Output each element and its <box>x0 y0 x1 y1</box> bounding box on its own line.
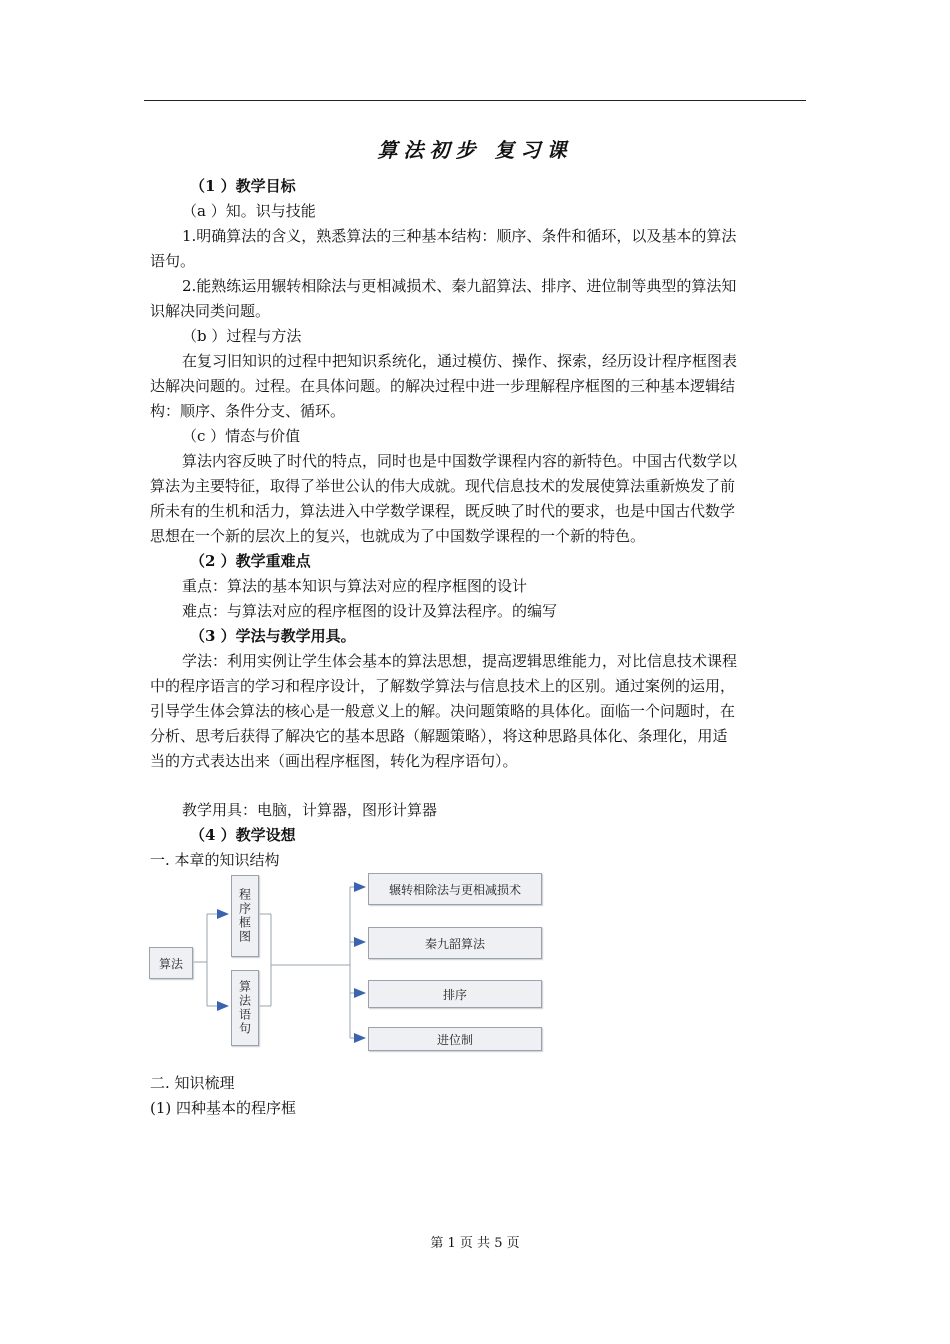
paragraph-line: 当的方式表达出来（画出程序框图，转化为程序语句）。 <box>150 752 518 770</box>
paragraph-line: 2.能熟练运用辗转相除法与更相减损术、秦九韶算法、排序、进位制等典型的算法知 <box>182 277 737 295</box>
page-title: 算法初步 复习课 <box>377 138 573 162</box>
paragraph-line: 思想在一个新的层次上的复兴，也就成为了中国数学课程的一个新的特色。 <box>150 527 646 545</box>
diagram-node-topic: 进位制 <box>368 1027 542 1051</box>
knowledge-structure-diagram <box>145 870 545 1060</box>
arrow-icon <box>354 937 366 947</box>
page-footer: 第 1 页 共 5 页 <box>430 1236 520 1251</box>
paragraph-line: 学法：利用实例让学生体会基本的算法思想，提高逻辑思维能力，对比信息技术课程 <box>182 652 738 670</box>
arrow-icon <box>354 988 366 998</box>
paragraph-line: 在复习旧知识的过程中把知识系统化，通过模仿、操作、探索，经历设计程序框图表 <box>182 352 738 370</box>
section-heading: （4 ）教学设想 <box>190 826 296 844</box>
diagram-node-topic: 排序 <box>368 980 542 1008</box>
arrow-icon <box>217 909 229 919</box>
diagram-node-root: 算法 <box>149 947 193 979</box>
paragraph-line: 算法内容反映了时代的特点，同时也是中国数学课程内容的新特色。中国古代数学以 <box>182 452 738 470</box>
section-heading: （1 ）教学目标 <box>190 177 296 195</box>
paragraph-line: 算法为主要特征，取得了举世公认的伟大成就。现代信息技术的发展使算法重新焕发了前 <box>150 477 736 495</box>
paragraph-line: 重点：算法的基本知识与算法对应的程序框图的设计 <box>182 577 528 595</box>
paragraph-line: 难点：与算法对应的程序框图的设计及算法程序。的编写 <box>182 602 558 620</box>
arrow-icon <box>354 882 366 892</box>
diagram-node-topic: 辗转相除法与更相减损术 <box>368 873 542 905</box>
paragraph-line: 达解决问题的。过程。在具体问题。的解决过程中进一步理解程序框图的三种基本逻辑结 <box>150 377 736 395</box>
section-heading: （3 ）学法与教学用具。 <box>190 627 356 645</box>
header-rule <box>144 100 806 101</box>
paragraph-line: 所未有的生机和活力，算法进入中学数学课程，既反映了时代的要求，也是中国古代数学 <box>150 502 736 520</box>
paragraph-line: 引导学生体会算法的核心是一般意义上的解。决问题策略的具体化。面临一个问题时，在 <box>150 702 736 720</box>
subheading: （b ）过程与方法 <box>182 327 302 345</box>
subheading: (1) 四种基本的程序框 <box>150 1099 297 1117</box>
paragraph-line: 识解决同类问题。 <box>150 302 271 320</box>
paragraph-line: 教学用具：电脑，计算器，图形计算器 <box>182 801 438 819</box>
subheading: 二. 知识梳理 <box>150 1074 235 1092</box>
subheading: （c ）情态与价值 <box>182 427 301 445</box>
section-heading: （2 ）教学重难点 <box>190 552 311 570</box>
diagram-node-statements: 算法语句 <box>231 970 259 1046</box>
paragraph-line: 分析、思考后获得了解决它的基本思路（解题策略），将这种思路具体化、条理化，用适 <box>150 727 728 745</box>
arrow-icon <box>217 1001 229 1011</box>
arrow-icon <box>354 1033 366 1043</box>
paragraph-line: 中的程序语言的学习和程序设计，了解数学算法与信息技术上的区别。通过案例的运用， <box>150 677 736 695</box>
diagram-node-flowchart: 程序框图 <box>231 875 259 957</box>
paragraph-line: 语句。 <box>150 252 196 270</box>
diagram-node-topic: 秦九韶算法 <box>368 927 542 959</box>
paragraph-line: 1.明确算法的含义，熟悉算法的三种基本结构：顺序、条件和循环，以及基本的算法 <box>182 227 737 245</box>
subheading: 一. 本章的知识结构 <box>150 851 280 869</box>
subheading: （a ）知。识与技能 <box>182 202 316 220</box>
paragraph-line: 构：顺序、条件分支、循环。 <box>150 402 346 420</box>
